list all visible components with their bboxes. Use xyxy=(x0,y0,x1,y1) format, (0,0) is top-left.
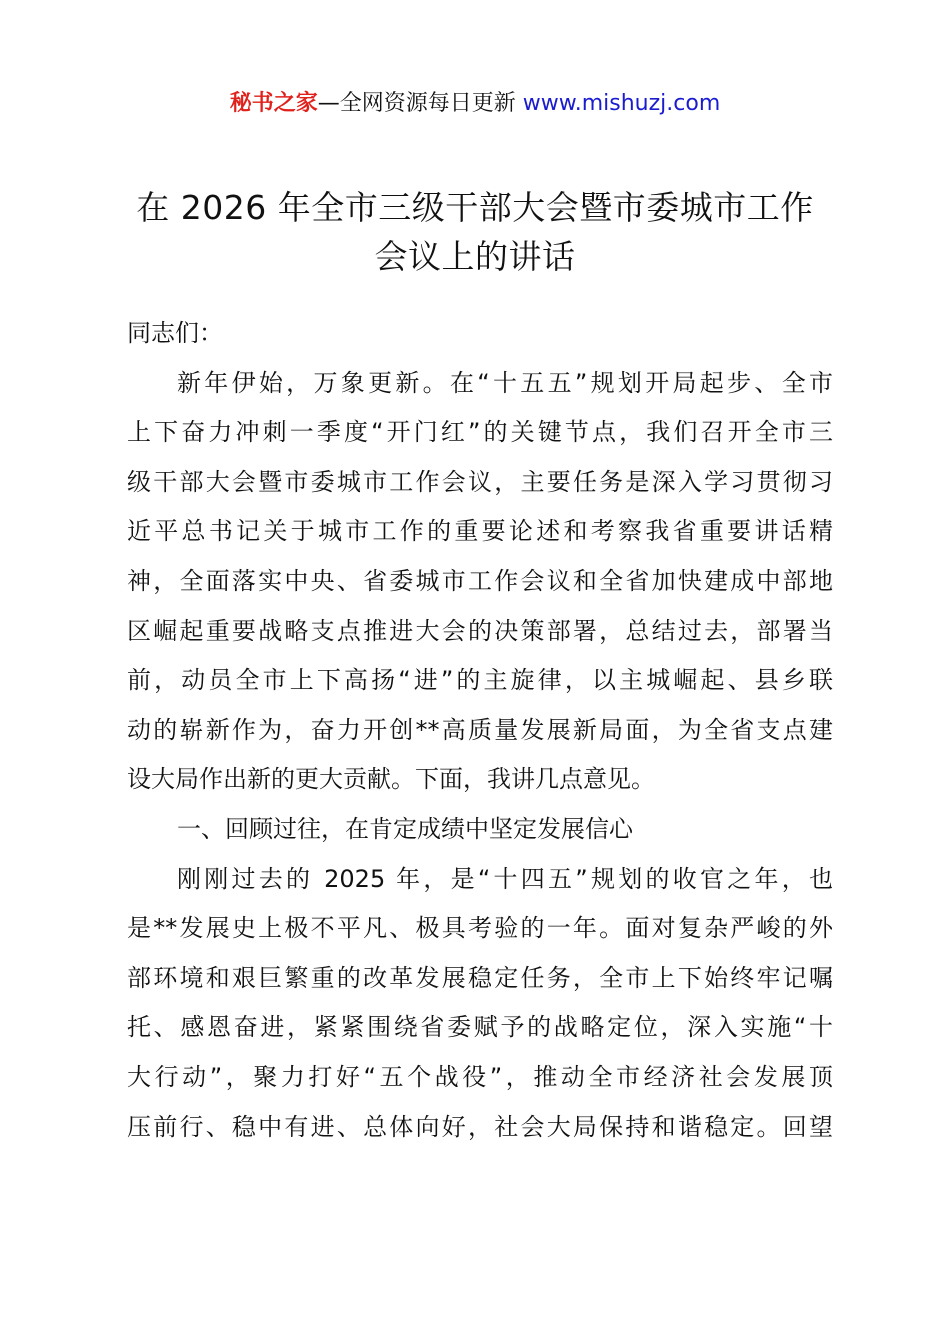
paragraph-line: 神，全面落实中央、省委城市工作会议和全省加快建成中部地 xyxy=(127,566,833,595)
header-tagline: —全网资源每日更新 xyxy=(317,91,523,116)
paragraph-line: 是**发展史上极不平凡、极具考验的一年。面对复杂严峻的外 xyxy=(127,914,833,943)
paragraph-line: 动的崭新作为，奋力开创**高质量发展新局面，为全省支点建 xyxy=(127,715,833,744)
paragraph-2 xyxy=(127,855,833,1153)
paragraph-line: 新年伊始，万象更新。在“十五五”规划开局起步、全市 xyxy=(177,368,833,397)
paragraph-line: 近平总书记关于城市工作的重要论述和考察我省重要讲话精 xyxy=(127,517,833,546)
salutation: 同志们： xyxy=(127,319,223,347)
brand-name: 秘书之家 xyxy=(229,91,318,116)
paragraph-line: 区崛起重要战略支点推进大会的决策部署，总结过去，部署当 xyxy=(127,616,833,645)
paragraph-line: 部环境和艰巨繁重的改革发展稳定任务，全市上下始终牢记嘱 xyxy=(127,963,833,992)
document-body xyxy=(127,309,833,1152)
paragraph-line: 前，动员全市上下高扬“进”的主旋律，以主城崛起、县乡联 xyxy=(127,666,833,695)
paragraph-line: 级干部大会暨市委城市工作会议，主要任务是深入学习贯彻习 xyxy=(127,467,833,496)
paragraph-line: 刚刚过去的 2025 年，是“十四五”规划的收官之年，也 xyxy=(177,864,833,893)
paragraph-line: 大行动”，聚力打好“五个战役”，推动全市经济社会发展顶 xyxy=(127,1062,833,1091)
section-heading: 一、回顾过往，在肯定成绩中坚定发展信心 xyxy=(177,814,633,843)
site-header xyxy=(0,88,950,120)
title-line-2: 会议上的讲话 xyxy=(374,237,576,276)
site-url-link[interactable]: www.mishuzj.com xyxy=(522,91,721,116)
paragraph-line: 上下奋力冲刺一季度“开门红”的关键节点，我们召开全市三 xyxy=(127,418,833,447)
paragraph-line: 设大局作出新的更大贡献。下面，我讲几点意见。 xyxy=(127,765,655,794)
document-title xyxy=(100,183,850,281)
paragraph-line: 托、感恩奋进，紧紧围绕省委赋予的战略定位，深入实施“十 xyxy=(127,1013,833,1042)
title-line-1: 在 2026 年全市三级干部大会暨市委城市工作 xyxy=(136,188,814,227)
paragraph-1 xyxy=(127,359,833,805)
paragraph-line: 压前行、稳中有进、总体向好，社会大局保持和谐稳定。回望 xyxy=(127,1112,833,1141)
